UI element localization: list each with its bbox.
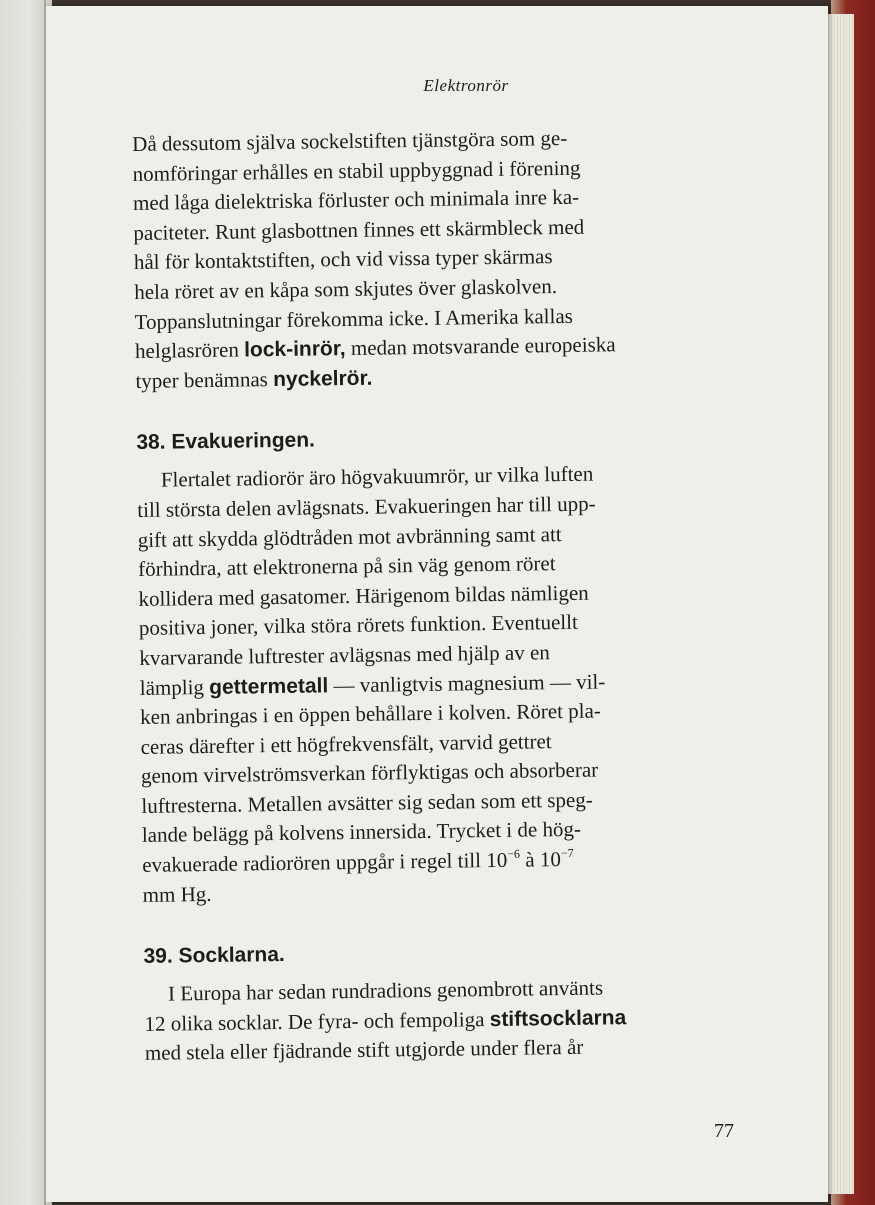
text-line: typer benämnas nyckelrör. xyxy=(135,366,373,393)
exponent: −7 xyxy=(560,845,574,861)
text-line: paciteter. Runt glasbottnen finnes ett skärmbleck med xyxy=(133,214,585,245)
term-stiftsocklarna: stiftsocklarna xyxy=(489,1006,627,1031)
text-line: lande belägg på kolvens innersida. Trycket i de hög- xyxy=(141,817,582,848)
term-nyckelror: nyckelrör. xyxy=(272,366,373,391)
text-line: Toppanslutningar förekomma icke. I Amerika kallas xyxy=(134,303,574,334)
exponent: −6 xyxy=(507,846,521,861)
text-line: till största delen avlägsnats. Evakueringen har till upp- xyxy=(137,491,596,522)
text-line: mm Hg. xyxy=(142,881,212,907)
text-line: med låga dielektriska förluster och minimala inre ka- xyxy=(132,184,580,216)
paragraph-socklarna xyxy=(144,972,739,1069)
body-text xyxy=(132,122,739,1069)
text-line: hål för kontaktstiften, och vid vissa typer skärmas xyxy=(133,244,553,275)
text-line: 12 olika socklar. De fyra- och fempoliga stiftsocklarna xyxy=(144,1006,627,1036)
paragraph-intro xyxy=(132,122,730,397)
section-heading-39: 39. Socklarna. xyxy=(143,943,285,969)
text-line: ceras därefter i ett högfrekvensfält, varvid gettret xyxy=(140,728,552,759)
text-line: lämplig gettermetall — vanligtvis magnesium — vil- xyxy=(139,668,606,700)
text-line: kvarvarande luftrester avlägsnas med hjälp av en xyxy=(139,640,550,670)
page-number: 77 xyxy=(714,1120,734,1142)
paragraph-evakueringen xyxy=(137,458,737,910)
text-line: Flertalet radiorör äro högvakuumrör, ur vilka luften xyxy=(160,461,594,492)
text-line: luftresterna. Metallen avsätter sig sedan som ett speg- xyxy=(141,787,593,818)
book-page xyxy=(46,6,828,1202)
text-line: Då dessutom själva sockelstiften tjänstgöra som ge- xyxy=(132,125,568,156)
term-lock-inror: lock-inrör, xyxy=(243,337,346,362)
term-gettermetall: gettermetall xyxy=(209,673,329,699)
text-line: positiva joner, vilka störa rörets funktion. Eventuellt xyxy=(138,610,578,641)
text-line: ken anbringas i en öppen behållare i kolven. Röret pla- xyxy=(140,698,602,730)
text-line: gift att skydda glödtråden mot avbränning samt att xyxy=(137,521,562,552)
section-heading-38: 38. Evakueringen. xyxy=(136,428,316,455)
text-line: kollidera med gasatomer. Härigenom bildas nämligen xyxy=(138,580,589,611)
text-line: hela röret av en kåpa som skjutes över glaskolven. xyxy=(134,274,558,304)
text-line: evakuerade radiorören uppgår i regel till $10^{-6}$ à $10^{-7}$ xyxy=(142,845,574,877)
text-line: helglasrören lock-inrör, medan motsvarande europeiska xyxy=(134,332,616,364)
text-line: förhindra, att elektronerna på sin väg genom röret xyxy=(137,551,556,582)
text-line: I Europa har sedan rundradions genombrott använts xyxy=(167,975,604,1006)
text-line: nomföringar erhålles en stabil uppbyggnad i förening xyxy=(132,155,581,186)
running-head: Elektronrör xyxy=(423,76,509,95)
text-line: med stela eller fjädrande stift utgjorde under flera år xyxy=(144,1035,584,1066)
text-line: genom virvelströmsverkan förflyktigas och absorberar xyxy=(140,757,599,789)
